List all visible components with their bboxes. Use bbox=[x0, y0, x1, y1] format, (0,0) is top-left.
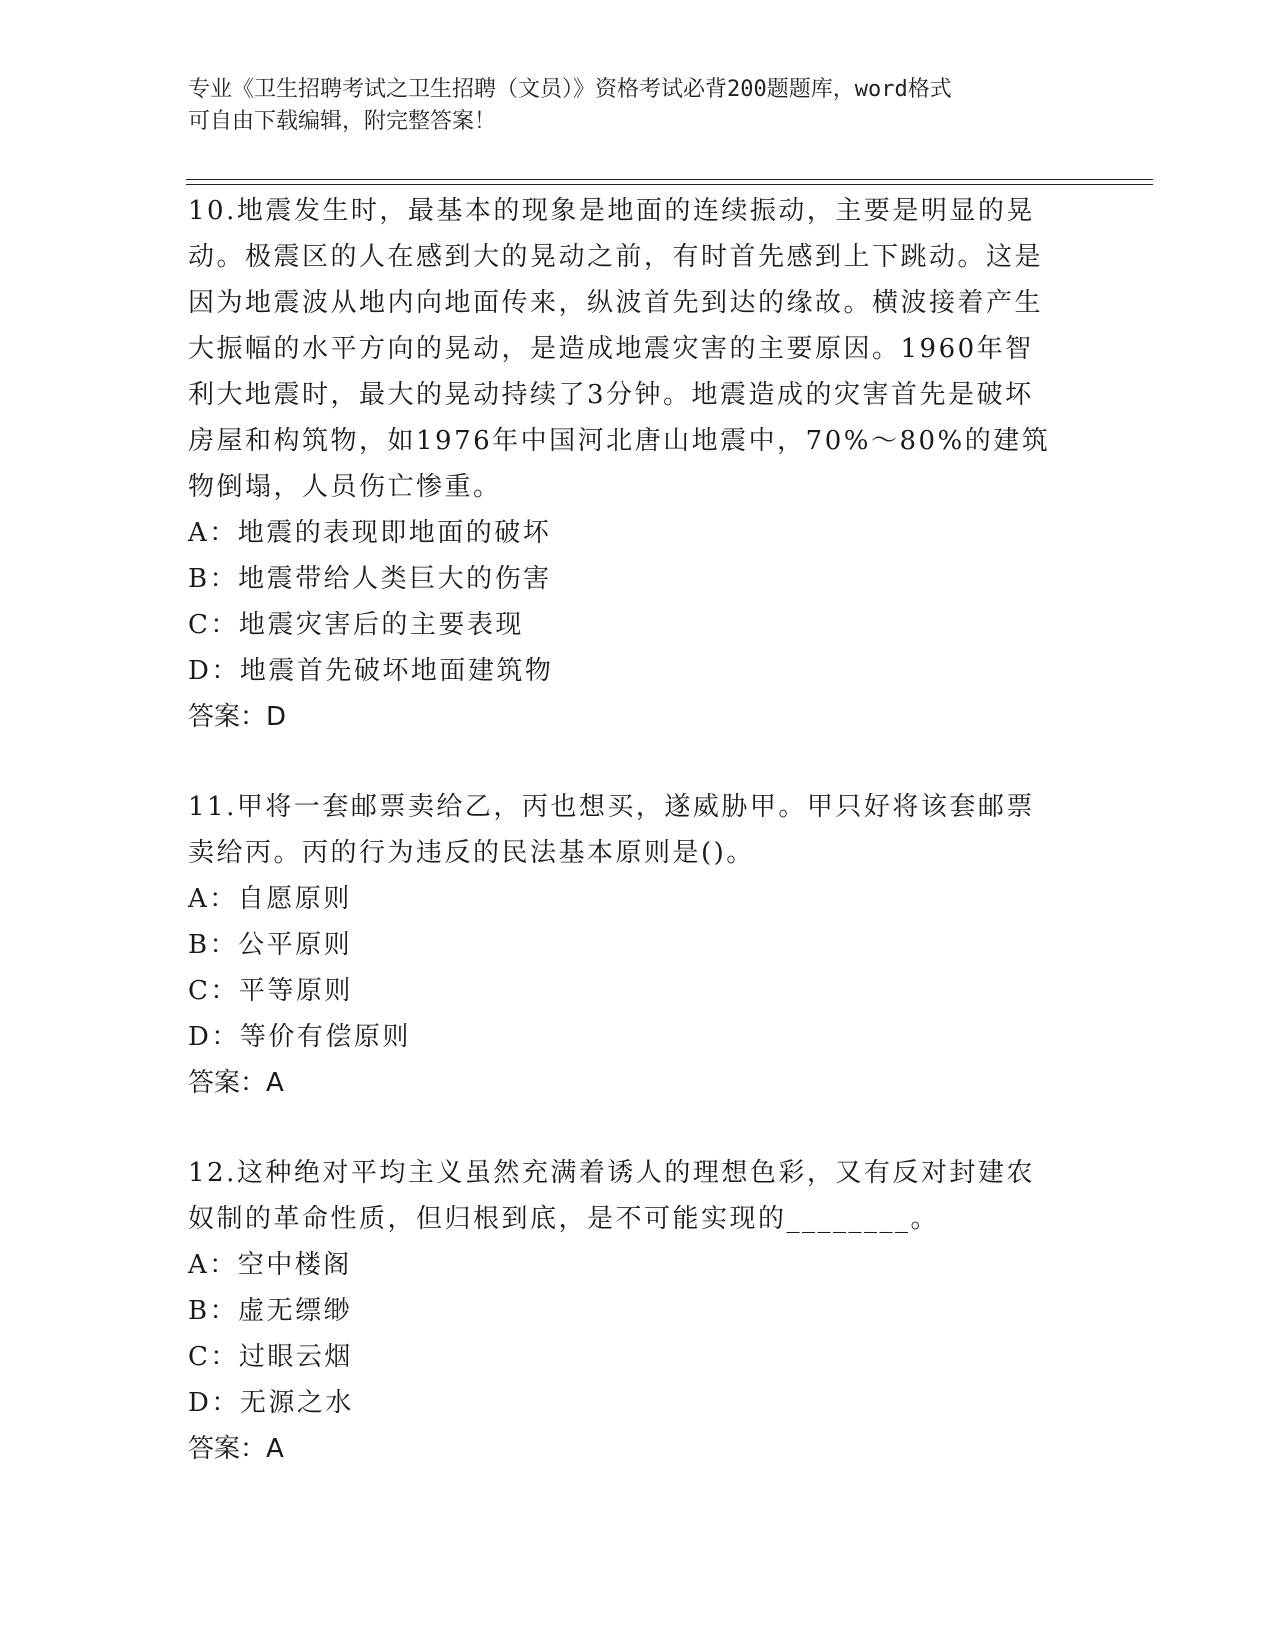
header-rule-bottom bbox=[186, 184, 1153, 185]
question-spacer bbox=[188, 740, 1088, 784]
option-c: C：地震灾害后的主要表现 bbox=[188, 610, 524, 640]
option-a: A：地震的表现即地面的破坏 bbox=[188, 518, 552, 548]
document-header bbox=[188, 74, 1068, 138]
question-text: 11.甲将一套邮票卖给乙，丙也想买，遂威胁甲。甲只好将该套邮票卖给丙。丙的行为违反的民法基本原则是()。 bbox=[188, 792, 1035, 868]
option-b: B：公平原则 bbox=[188, 930, 353, 960]
option-c: C：过眼云烟 bbox=[188, 1342, 353, 1372]
answer-line: 答案：A bbox=[188, 1434, 284, 1464]
question-spacer bbox=[188, 1106, 1088, 1150]
question-11 bbox=[188, 784, 1088, 1106]
question-12 bbox=[188, 1150, 1088, 1472]
header-rule-top bbox=[186, 179, 1153, 180]
question-10 bbox=[188, 188, 1088, 740]
option-a: A：自愿原则 bbox=[188, 884, 352, 914]
option-a: A：空中楼阁 bbox=[188, 1250, 352, 1280]
option-b: B：虚无缥缈 bbox=[188, 1296, 353, 1326]
option-b: B：地震带给人类巨大的伤害 bbox=[188, 564, 552, 594]
question-text: 12.这种绝对平均主义虽然充满着诱人的理想色彩，又有反对封建农奴制的革命性质，但归根到底，是不可能实现的________。 bbox=[188, 1158, 1035, 1234]
option-c: C：平等原则 bbox=[188, 976, 353, 1006]
question-list bbox=[188, 188, 1088, 1472]
option-d: D：等价有偿原则 bbox=[188, 1022, 411, 1052]
question-text: 10.地震发生时，最基本的现象是地面的连续振动，主要是明显的晃动。极震区的人在感到大的晃动之前，有时首先感到上下跳动。这是因为地震波从地内向地面传来，纵波首先到达的缘故。横波接着产生大振幅的水平方向的晃动，是造成地震灾害的主要原因。1960年智利大地震时，最大的晃动持续了3分钟。地震造成的灾害首先是破坏房屋和构筑物，如1976年中国河北唐山地震中，70%～80%的建筑物倒塌，人员伤亡惨重。 bbox=[188, 196, 1051, 502]
header-line-2: 可自由下载编辑，附完整答案！ bbox=[188, 109, 497, 134]
header-line-1: 专业《卫生招聘考试之卫生招聘（文员）》资格考试必背200题题库，word格式 bbox=[188, 77, 952, 102]
answer-line: 答案：D bbox=[188, 702, 287, 732]
option-d: D：无源之水 bbox=[188, 1388, 354, 1418]
answer-line: 答案：A bbox=[188, 1068, 284, 1098]
option-d: D：地震首先破坏地面建筑物 bbox=[188, 656, 554, 686]
